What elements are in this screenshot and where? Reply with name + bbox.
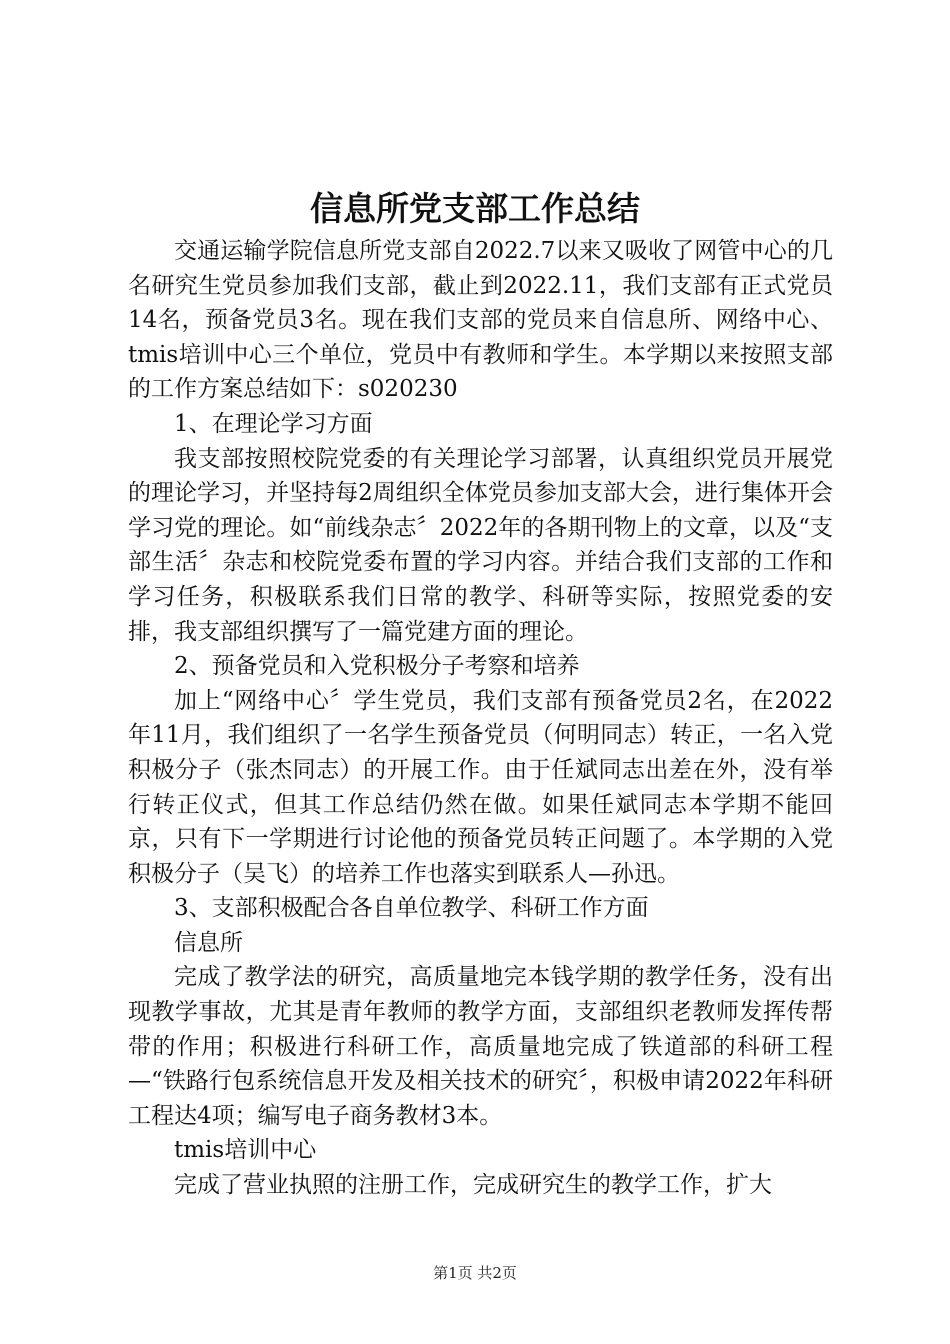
page-footer: 第1页 共2页 [433,1264,517,1282]
paragraph-intro: 交通运输学院信息所党支部自2022.7以来又吸收了网管中心的几名研究生党员参加我们支部，截止到2022.11，我们支部有正式党员14名，预备党员3名。现在我们支部的党员来自信息所、网络中心、tmis培训中心三个单位，党员中有教师和学生。本学期以来按照支部的工作方案总结如下：s020230 [128,238,833,403]
subheading-information-institute: 信息所 [174,929,243,956]
section-heading-theory-study: 1、在理论学习方面 [174,410,373,437]
document-title: 信息所党支部工作总结 [310,189,640,228]
subheading-tmis-training-center: tmis培训中心 [174,1137,317,1164]
document-body [128,234,833,1203]
paragraph-theory-study: 我支部按照校院党委的有关理论学习部署，认真组织党员开展党的理论学习，并坚持每2周组织全体党员参加支部大会，进行集体开会学习党的理论。如“前线杂志〞2022年的各期刊物上的文章，以及“支部生活〞杂志和校院党委布置的学习内容。并结合我们支部的工作和学习任务，积极联系我们日常的教学、科研等实际，按照党委的安排，我支部组织撰写了一篇党建方面的理论。 [128,445,833,645]
section-heading-teaching-research: 3、支部积极配合各自单位教学、科研工作方面 [174,895,649,922]
paragraph-information-institute: 完成了教学法的研究，高质量地完本钱学期的教学任务，没有出现教学事故，尤其是青年教师的教学方面，支部组织老教师发挥传帮带的作用；积极进行科研工作，高质量地完成了铁道部的科研工程—“铁路行包系统信息开发及相关技术的研究〞，积极申请2022年科研工程达4项；编写电子商务教材3本。 [128,964,833,1129]
paragraph-tmis-training-center: 完成了营业执照的注册工作，完成研究生的教学工作，扩大 [174,1172,772,1199]
paragraph-probationary-members: 加上“网络中心〞学生党员，我们支部有预备党员2名，在2022年11月，我们组织了一名学生预备党员（何明同志）转正，一名入党积极分子（张杰同志）的开展工作。由于任斌同志出差在外，没有举行转正仪式，但其工作总结仍然在做。如果任斌同志本学期不能回京，只有下一学期进行讨论他的预备党员转正问题了。本学期的入党积极分子（吴飞）的培养工作也落实到联系人—孙迅。 [128,687,833,887]
section-heading-probationary-members: 2、预备党员和入党积极分子考察和培养 [174,653,580,680]
